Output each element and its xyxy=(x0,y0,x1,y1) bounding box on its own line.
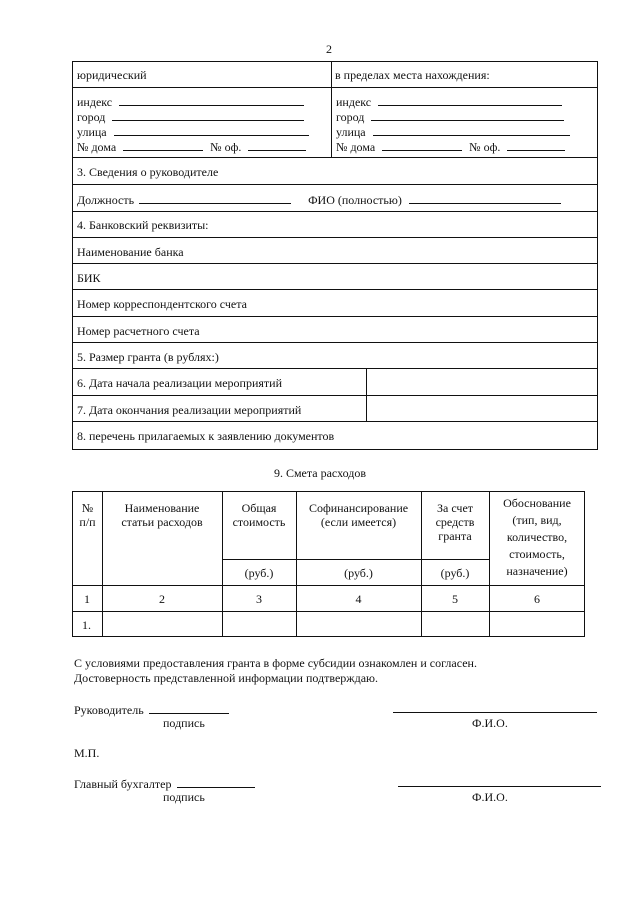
legal-index-field[interactable] xyxy=(77,94,304,109)
fio-blank[interactable] xyxy=(409,192,561,204)
house-label: № дома xyxy=(77,140,117,154)
page-number: 2 xyxy=(326,42,332,56)
street-blank[interactable] xyxy=(114,124,309,136)
rub-unit: (руб.) xyxy=(440,566,470,580)
divider xyxy=(72,211,598,212)
fio-caption: Ф.И.О. xyxy=(472,790,508,804)
row-number: 1. xyxy=(82,618,91,632)
stamp-label: М.П. xyxy=(74,746,100,760)
index-label: индекс xyxy=(336,95,372,109)
estimate-title: 9. Смета расходов xyxy=(273,466,367,480)
house-blank[interactable] xyxy=(123,139,203,151)
head-signature-blank[interactable] xyxy=(149,702,229,714)
divider xyxy=(72,157,598,158)
head-section-title: 3. Сведения о руководителе xyxy=(77,165,219,179)
office-label: № оф. xyxy=(469,140,501,154)
accountant-fio-blank[interactable] xyxy=(398,786,601,787)
col-number: 3 xyxy=(256,592,262,606)
divider xyxy=(72,263,598,264)
col-number: 2 xyxy=(159,592,165,606)
signature-caption: подпись xyxy=(163,790,205,804)
start-date-input[interactable] xyxy=(367,369,597,394)
agreement-line-2: Достоверность представленной информации подтверждаю. xyxy=(74,671,378,685)
item-name-cell[interactable] xyxy=(103,612,222,636)
index-blank[interactable] xyxy=(119,94,304,106)
rub-unit: (руб.) xyxy=(244,566,274,580)
street-label: улица xyxy=(77,125,107,139)
header-item-name: Наименование статьи расходов xyxy=(121,501,203,529)
rub-divider xyxy=(222,559,489,560)
location-address-title: в пределах места нахождения: xyxy=(335,68,490,82)
divider xyxy=(72,421,598,422)
basis-cell[interactable] xyxy=(490,612,584,636)
position-label: Должность xyxy=(77,193,135,207)
location-house-field[interactable] xyxy=(336,139,565,154)
accountant-signature-blank[interactable] xyxy=(177,776,255,788)
col-number: 5 xyxy=(452,592,458,606)
end-date-label: 7. Дата окончания реализации мероприятий xyxy=(77,403,302,417)
header-grant-funds: За счет средств гранта xyxy=(435,501,475,543)
col-number: 6 xyxy=(534,592,540,606)
head-signature-row[interactable] xyxy=(74,702,229,717)
legal-house-field[interactable] xyxy=(77,139,306,154)
header-cofinancing: Софинансирование (если имеется) xyxy=(308,501,409,529)
location-street-field[interactable] xyxy=(336,124,570,139)
cofinancing-cell[interactable] xyxy=(297,612,421,636)
street-blank[interactable] xyxy=(373,124,570,136)
divider xyxy=(72,87,598,88)
house-label: № дома xyxy=(336,140,376,154)
position-blank[interactable] xyxy=(139,192,291,204)
house-blank[interactable] xyxy=(382,139,462,151)
column-divider xyxy=(331,61,332,157)
end-date-input[interactable] xyxy=(367,396,597,421)
city-label: город xyxy=(77,110,106,124)
city-label: город xyxy=(336,110,365,124)
corr-account-label: Номер корреспондентского счета xyxy=(77,297,247,311)
header-num: № п/п xyxy=(79,501,96,529)
settlement-account-label: Номер расчетного счета xyxy=(77,324,200,338)
divider xyxy=(72,342,598,343)
documents-label: 8. перечень прилагаемых к заявлению документов xyxy=(77,429,335,443)
head-fio-blank[interactable] xyxy=(393,712,597,713)
index-label: индекс xyxy=(77,95,113,109)
divider xyxy=(72,184,598,185)
office-blank[interactable] xyxy=(248,139,306,151)
signature-caption: подпись xyxy=(163,716,205,730)
divider xyxy=(72,289,598,290)
legal-street-field[interactable] xyxy=(77,124,309,139)
header-total-cost: Общая стоимость xyxy=(232,501,286,529)
legal-city-field[interactable] xyxy=(77,109,304,124)
grant-size-label: 5. Размер гранта (в рублях:) xyxy=(77,350,219,364)
accountant-signature-row[interactable] xyxy=(74,776,255,791)
fio-caption: Ф.И.О. xyxy=(472,716,508,730)
legal-address-title: юридический xyxy=(77,68,147,82)
office-blank[interactable] xyxy=(507,139,565,151)
city-blank[interactable] xyxy=(112,109,304,121)
bank-section-title: 4. Банковский реквизиты: xyxy=(77,218,209,232)
index-blank[interactable] xyxy=(378,94,562,106)
city-blank[interactable] xyxy=(371,109,564,121)
bik-label: БИК xyxy=(77,271,101,285)
agreement-line-1: С условиями предоставления гранта в форме субсидии ознакомлен и согласен. xyxy=(74,656,477,670)
grant-funds-cell[interactable] xyxy=(422,612,489,636)
location-city-field[interactable] xyxy=(336,109,564,124)
bank-name-label: Наименование банка xyxy=(77,245,184,259)
street-label: улица xyxy=(336,125,366,139)
header-basis: Обоснование (тип, вид, количество, стоимость, назначение) xyxy=(503,496,571,578)
fio-label: ФИО (полностью) xyxy=(308,193,402,207)
head-label: Руководитель xyxy=(74,703,144,717)
total-cost-cell[interactable] xyxy=(223,612,296,636)
office-label: № оф. xyxy=(210,140,242,154)
divider xyxy=(72,237,598,238)
divider xyxy=(72,316,598,317)
col-number: 4 xyxy=(355,592,362,606)
accountant-label: Главный бухгалтер xyxy=(74,777,172,791)
rub-unit: (руб.) xyxy=(344,566,373,580)
location-index-field[interactable] xyxy=(336,94,562,109)
col-number: 1 xyxy=(84,592,90,606)
row-divider xyxy=(72,585,585,586)
start-date-label: 6. Дата начала реализации мероприятий xyxy=(77,376,282,390)
head-fields-row[interactable] xyxy=(77,192,561,207)
